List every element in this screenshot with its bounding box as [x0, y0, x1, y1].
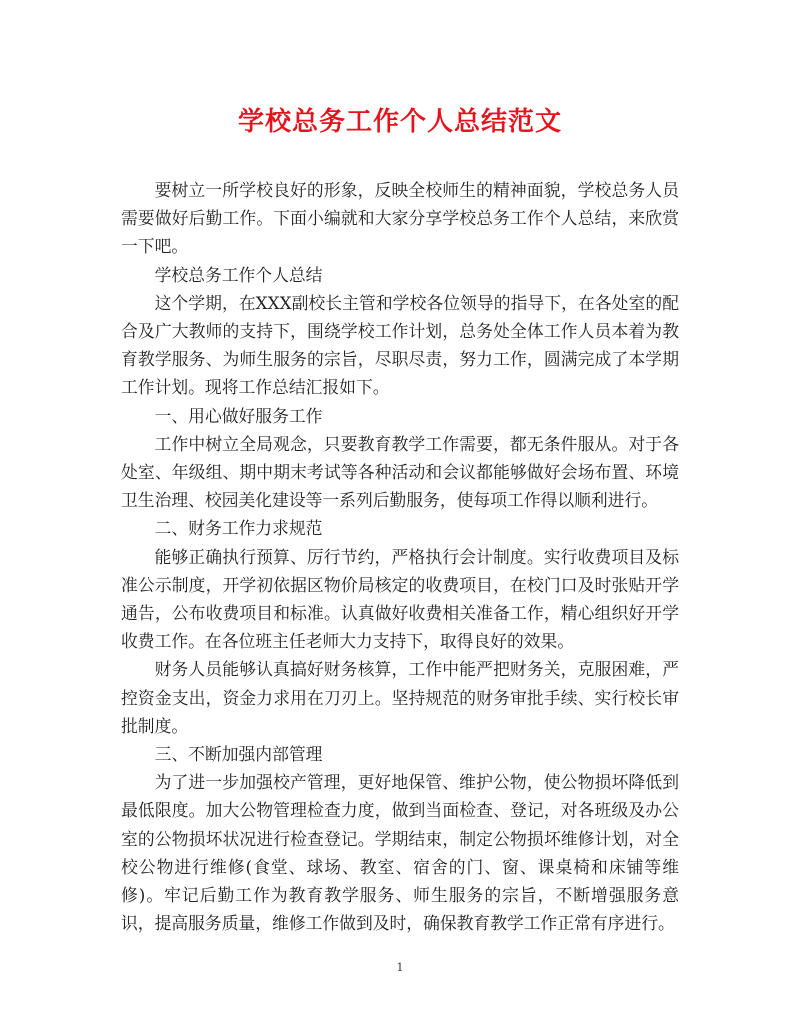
document-body	[121, 176, 679, 937]
management-paragraph: 为了进一步加强校产管理，更好地保管、维护公物，使公物损坏降低到最低限度。加大公物管理检查力度，做到当面检查、登记，对各班级及办公室的公物损坏状况进行检查登记。学期结束，制定公物损坏维修计划，对全校公物进行维修(食堂、球场、教室、宿舍的门、窗、课桌椅和床铺等维修)。牢记后勤工作为教育教学服务、师生服务的宗旨，不断增强服务意识，提高服务质量，维修工作做到及时，确保教育教学工作正常有序进行。	[121, 772, 679, 934]
overview-paragraph: 这个学期，在XXX副校长主管和学校各位领导的指导下，在各处室的配合及广大教师的支持下，围绕学校工作计划，总务处全体工作人员本着为教育教学服务、为师生服务的宗旨，尽职尽责，努力工作，圆满完成了本学期工作计划。现将工作总结汇报如下。	[121, 292, 679, 398]
intro-paragraph: 要树立一所学校良好的形象，反映全校师生的精神面貌，学校总务人员需要做好后勤工作。下面小编就和大家分享学校总务工作个人总结，来欣赏一下吧。	[121, 180, 679, 257]
section-heading-management: 三、不断加强内部管理	[154, 744, 323, 765]
service-paragraph: 工作中树立全局观念，只要教育教学工作需要，都无条件服从。对于各处室、年级组、期中期末考试等各种活动和会议都能够做好会场布置、环境卫生治理、校园美化建设等一系列后勤服务，使每项工作得以顺利进行。	[121, 433, 679, 511]
document-title: 学校总务工作个人总结范文	[237, 107, 562, 137]
section-heading-summary: 学校总务工作个人总结	[154, 264, 323, 285]
section-heading-finance: 二、财务工作力求规范	[154, 518, 323, 539]
page-number: 1	[396, 961, 404, 974]
finance-staff-paragraph: 财务人员能够认真搞好财务核算，工作中能严把财务关，克服困难，严控资金支出，资金力求用在刀刃上。坚持规范的财务审批手续、实行校长审批制度。	[121, 659, 679, 736]
finance-paragraph: 能够正确执行预算、厉行节约，严格执行会计制度。实行收费项目及标准公示制度，开学初依据区物价局核定的收费项目，在校门口及时张贴开学通告，公布收费项目和标准。认真做好收费相关准备工作，精心组织好开学收费工作。在各位班主任老师大力支持下，取得良好的效果。	[121, 546, 679, 652]
section-heading-service: 一、用心做好服务工作	[154, 405, 323, 426]
